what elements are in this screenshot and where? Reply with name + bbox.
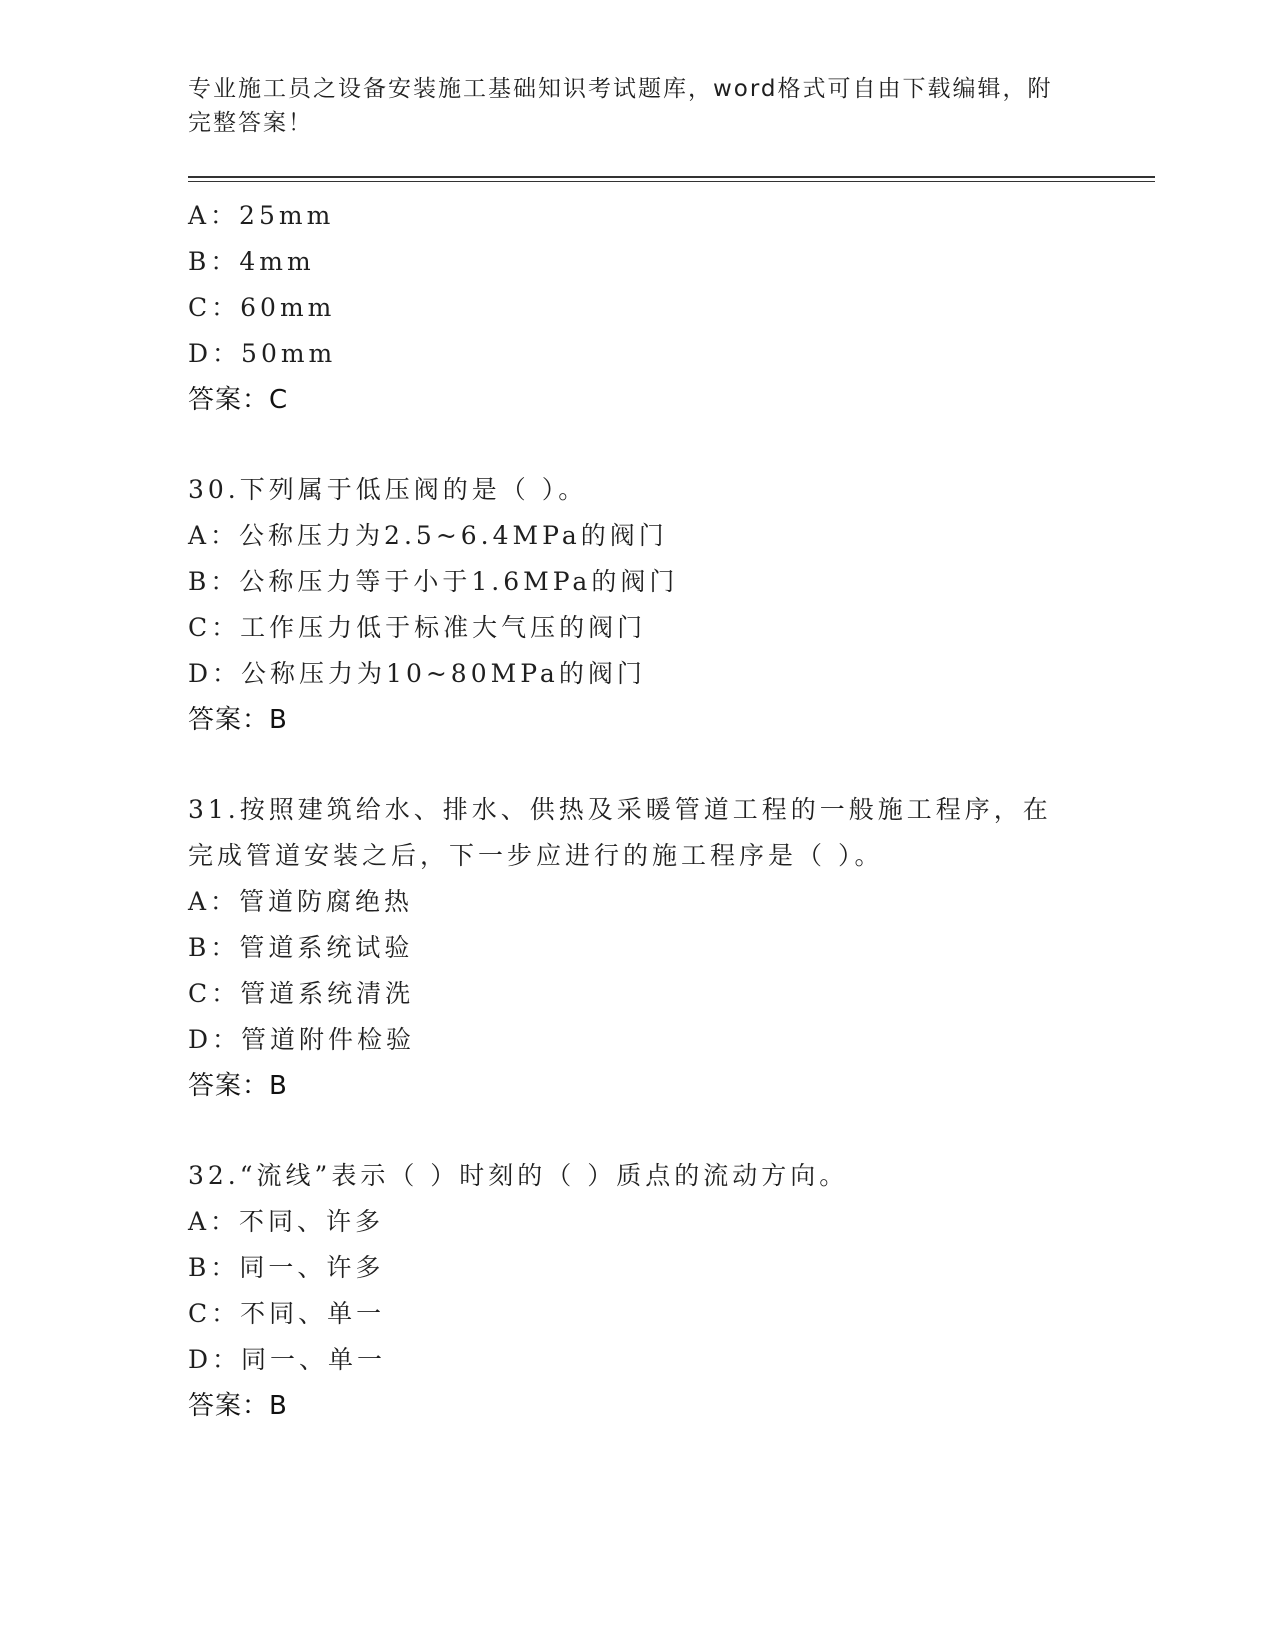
- question-block-31: [188, 787, 1088, 1109]
- option-c: C：工作压力低于标准大气压的阀门: [188, 613, 647, 642]
- option-d: D：同一、单一: [188, 1345, 387, 1374]
- option-b: B：4mm: [188, 247, 315, 276]
- option-c: C：管道系统清洗: [188, 979, 415, 1008]
- question-text: 32.“流线”表示（ ）时刻的（ ）质点的流动方向。: [188, 1161, 849, 1190]
- option-a: A：不同、许多: [188, 1207, 385, 1236]
- question-text: 31.按照建筑给水、排水、供热及采暖管道工程的一般施工程序，在完成管道安装之后，下一步应进行的施工程序是（ ）。: [188, 795, 1052, 870]
- spacer: [188, 423, 1088, 467]
- question-block-30: [188, 467, 1088, 743]
- option-d: D：管道附件检验: [188, 1025, 416, 1054]
- option-b: B：管道系统试验: [188, 933, 414, 962]
- option-b: B：同一、许多: [188, 1253, 385, 1282]
- document-header: 专业施工员之设备安装施工基础知识考试题库，word格式可自由下载编辑，附完整答案！: [188, 76, 1053, 136]
- question-list: [188, 193, 1088, 1429]
- option-c: C：不同、单一: [188, 1299, 386, 1328]
- option-d: D：公称压力为10~80MPa的阀门: [188, 659, 646, 688]
- answer: 答案：B: [188, 1391, 288, 1421]
- header-divider-thin: [188, 181, 1155, 182]
- question-block-29: [188, 193, 1088, 423]
- spacer: [188, 743, 1088, 787]
- option-a: A：管道防腐绝热: [188, 887, 414, 916]
- question-text: 30.下列属于低压阀的是（ ）。: [188, 475, 588, 504]
- answer: 答案：C: [188, 385, 289, 415]
- option-b: B：公称压力等于小于1.6MPa的阀门: [188, 567, 679, 596]
- header-divider: [188, 176, 1155, 178]
- spacer: [188, 1109, 1088, 1153]
- answer: 答案：B: [188, 1071, 288, 1101]
- answer: 答案：B: [188, 705, 288, 735]
- question-block-32: [188, 1153, 1088, 1429]
- option-a: A：公称压力为2.5~6.4MPa的阀门: [188, 521, 668, 550]
- option-d: D：50mm: [188, 339, 337, 368]
- option-c: C：60mm: [188, 293, 336, 322]
- option-a: A：25mm: [188, 201, 335, 230]
